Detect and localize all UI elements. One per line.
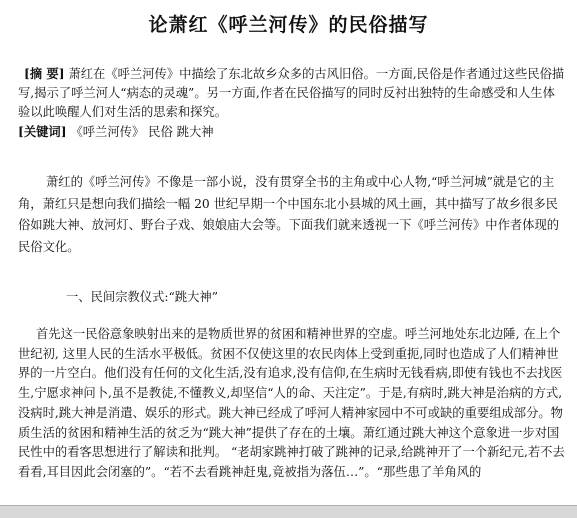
section-paragraph: 首先这一民俗意象映射出来的是物质世界的贫困和精神世界的空虚。呼兰河地处东北边陲, 在上个世纪初, 这里人民的生活水平极低。贫困不仅使这里的农民肉体上受到重扼,同时也造成了人们精神世界的一片空白。他们没有任何的文化生活,没有追求,没有信仰,在生病时无钱看病,即使有钱也不去找医生,宁愿求神问卜,虽不是教徒,不懂教义,却坚信“人的命、天注定”。于是,有病时,跳大神是治病的方式,没病时,跳大神是消遣、娱乐的形式。跳大神已经成了呼河人精神家园中不可或缺的重要组成部分。物质生活的贫困和精神生活的贫乏为“跳大神”提供了存在的土壤。萧红通过跳大神这个意象进一步对国民性中的看客思想进行了解读和批判。 “老胡家跳神打破了跳神的记录,给跳神开了一个新纪元,若不去看看,耳目因此会闭塞的”。“若不去看跳神赶鬼,竟被指为落伍…”。“那些患了羊角风的 xyxy=(18,327,565,479)
abstract-text: 萧红在《呼兰河传》中描绘了东北故乡众多的古风旧俗。一方面,民俗是作者通过这些民俗描写,揭示了呼兰河人“病态的灵魂”。另一方面,作者在民俗描写的同时反衬出独特的生命感受和人生体验以此唤醒人们对生活的思索和探究。 xyxy=(18,67,565,119)
horizontal-scrollbar[interactable] xyxy=(0,505,577,518)
keywords-text: 《呼兰河传》 民俗 跳大神 xyxy=(70,125,214,139)
abstract-label: [摘 要] xyxy=(24,66,65,81)
keywords-line xyxy=(18,122,566,142)
abstract-paragraph xyxy=(18,64,566,122)
abstract-block xyxy=(18,64,566,142)
section-heading: 一、民间宗教仪式:“跳大神” xyxy=(66,290,218,304)
intro-paragraph: 萧红的《呼兰河传》不像是一部小说，没有贯穿全书的主角或中心人物,“呼兰河城”就是它的主角，萧红只是想向我们描绘一幅 20 世纪早期一个中国东北小县城的风土画，其中描写了故乡很多民俗如跳大神、放河灯、野台子戏、娘娘庙大会等。下面我们就来透视一下《呼兰河传》中作者体现的民俗文化。 xyxy=(18,175,560,254)
keywords-label: [关键词] xyxy=(18,124,67,139)
page-title: 论萧红《呼兰河传》的民俗描写 xyxy=(148,14,429,36)
